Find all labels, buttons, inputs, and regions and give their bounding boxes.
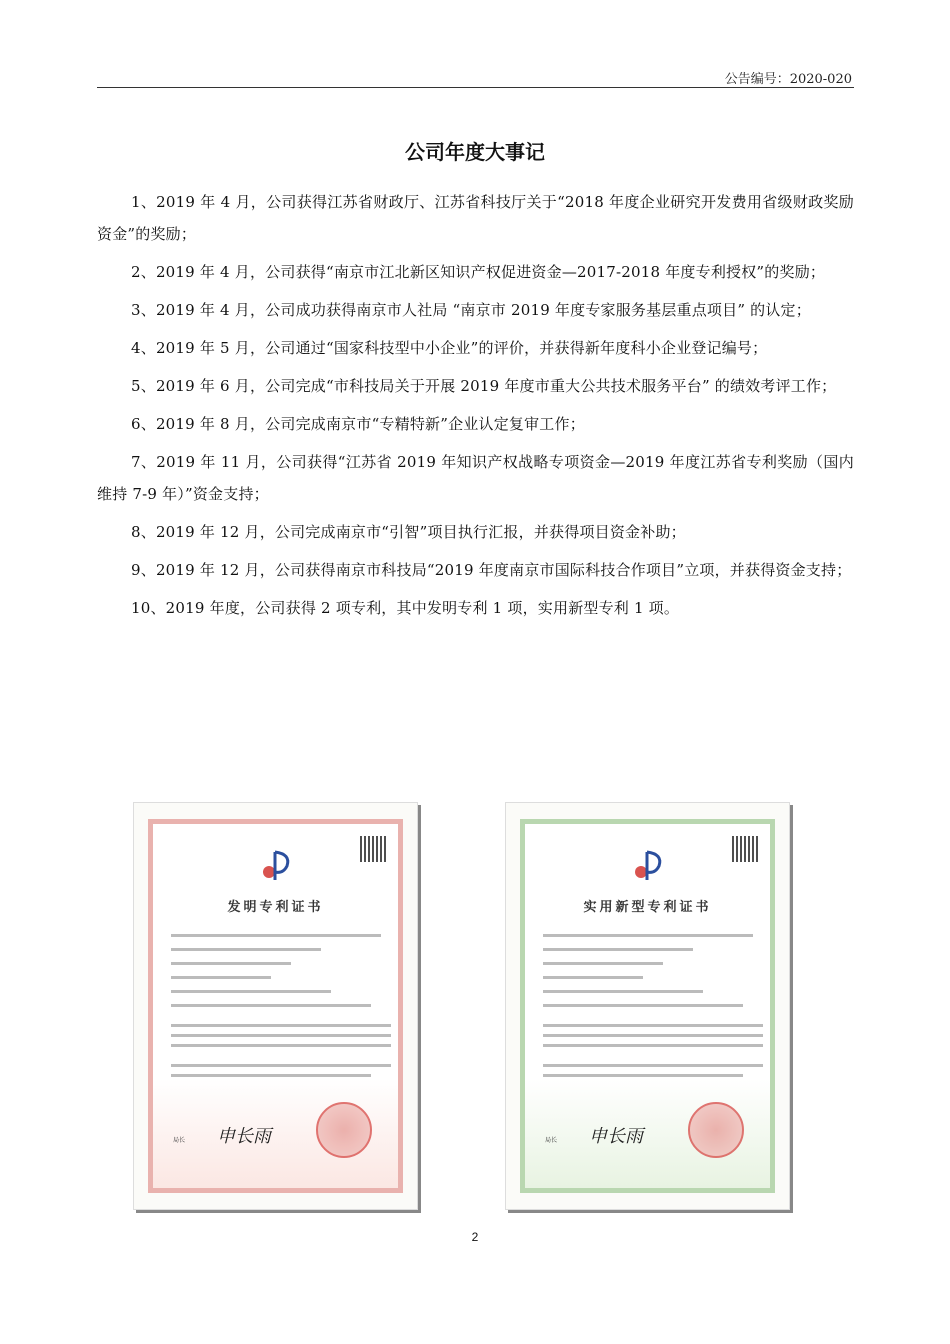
text-line bbox=[543, 976, 643, 979]
text-line bbox=[543, 962, 663, 965]
certificate-title: 实用新型专利证书 bbox=[583, 900, 712, 915]
official-seal-icon bbox=[316, 1102, 372, 1158]
qr-code-icon bbox=[732, 836, 758, 862]
event-item: 9、2019 年 12 月，公司获得南京市科技局“2019 年度南京市国际科技合作项目”立项，并获得资金支持； bbox=[131, 561, 852, 579]
text-line bbox=[543, 1074, 743, 1077]
text-line bbox=[171, 948, 321, 951]
text-line bbox=[171, 976, 271, 979]
text-line bbox=[543, 1034, 763, 1037]
event-item: 2、2019 年 4 月，公司获得“南京市江北新区知识产权促进资金—2017-2018 年度专利授权”的奖励； bbox=[131, 263, 826, 281]
certificate-border bbox=[520, 819, 775, 1193]
text-line bbox=[543, 934, 753, 937]
qr-code-icon bbox=[360, 836, 386, 862]
event-item: 4、2019 年 5 月，公司通过“国家科技型中小企业”的评价，并获得新年度科小企业登记编号； bbox=[131, 339, 768, 357]
certificate-border bbox=[148, 819, 403, 1193]
text-line bbox=[171, 1004, 371, 1007]
text-line bbox=[543, 1064, 763, 1067]
text-line bbox=[171, 1044, 391, 1047]
text-line bbox=[171, 962, 291, 965]
text-line bbox=[543, 1044, 763, 1047]
event-item: 5、2019 年 6 月，公司完成“市科技局关于开展 2019 年度市重大公共技术服务平台” 的绩效考评工作； bbox=[131, 377, 837, 395]
text-line bbox=[543, 1024, 763, 1027]
director-signature: 申长雨 bbox=[217, 1126, 271, 1147]
event-item: 6、2019 年 8 月，公司完成南京市“专精特新”企业认定复审工作； bbox=[131, 415, 585, 433]
utility-model-certificate-image bbox=[505, 802, 790, 1210]
event-item: 10、2019 年度，公司获得 2 项专利，其中发明专利 1 项，实用新型专利 1 项。 bbox=[131, 599, 680, 617]
text-line bbox=[543, 1004, 743, 1007]
page-title: 公司年度大事记 bbox=[405, 140, 545, 164]
event-item: 3、2019 年 4 月，公司成功获得南京市人社局 “南京市 2019 年度专家服务基层重点项目” 的认定； bbox=[131, 301, 811, 319]
event-item: 8、2019 年 12 月，公司完成南京市“引智”项目执行汇报，并获得项目资金补助； bbox=[131, 523, 686, 541]
text-line bbox=[543, 990, 703, 993]
text-line bbox=[171, 1074, 371, 1077]
event-item: 7、2019 年 11 月，公司获得“江苏省 2019 年知识产权战略专项资金—2019 年度江苏省专利奖励（国内维持 7-9 年）”资金支持； bbox=[97, 453, 854, 503]
director-signature: 申长雨 bbox=[589, 1126, 643, 1147]
text-line bbox=[171, 1034, 391, 1037]
director-label: 局长 bbox=[545, 1137, 558, 1144]
text-line bbox=[171, 1064, 391, 1067]
page-number: 2 bbox=[471, 1230, 479, 1244]
invention-patent-certificate-image bbox=[133, 802, 418, 1210]
cnipa-logo-icon bbox=[629, 846, 669, 886]
event-item: 1、2019 年 4 月，公司获得江苏省财政厅、江苏省科技厅关于“2018 年度企业研究开发费用省级财政奖励资金”的奖励； bbox=[97, 193, 854, 243]
text-line bbox=[171, 1024, 391, 1027]
certificate-title: 发明专利证书 bbox=[227, 900, 324, 915]
header-divider bbox=[97, 87, 854, 88]
text-line bbox=[171, 934, 381, 937]
announcement-number: 公告编号：2020-020 bbox=[724, 72, 852, 87]
text-line bbox=[543, 948, 693, 951]
director-label: 局长 bbox=[173, 1137, 186, 1144]
cnipa-logo-icon bbox=[257, 846, 297, 886]
event-list bbox=[97, 186, 854, 630]
official-seal-icon bbox=[688, 1102, 744, 1158]
text-line bbox=[171, 990, 331, 993]
